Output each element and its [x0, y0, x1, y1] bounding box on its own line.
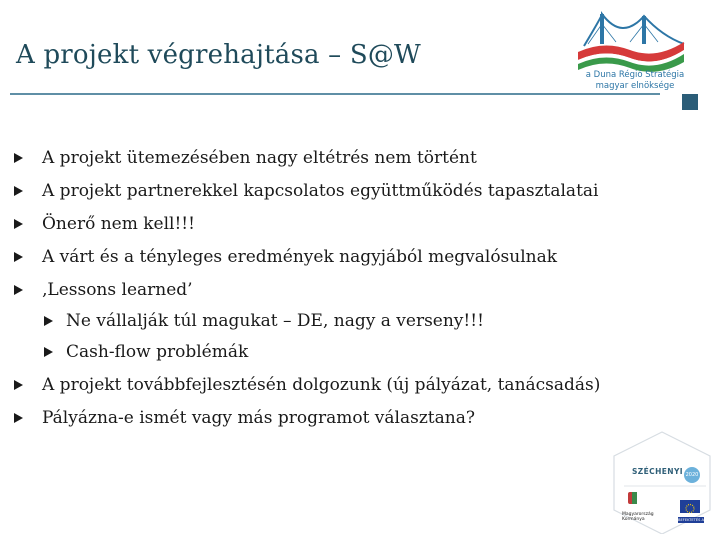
- bullet-text: A várt és a tényleges eredmények nagyjából megvalósulnak: [42, 247, 558, 267]
- szechenyi-brand: SZÉCHENYI: [632, 467, 683, 476]
- bullet-item: [0, 408, 690, 428]
- arrowhead-bullet-icon: [14, 153, 23, 163]
- logo-caption-line1: a Duna Régió Stratégia: [585, 70, 685, 80]
- title-divider: [10, 93, 660, 95]
- arrowhead-bullet-icon: [14, 186, 23, 196]
- arrowhead-bullet-icon: [14, 252, 23, 262]
- arrowhead-bullet-icon: [44, 347, 53, 357]
- bullet-text: A projekt továbbfejlesztésén dolgozunk (új pályázat, tanácsadás): [42, 375, 601, 395]
- arrowhead-bullet-icon: [14, 413, 23, 423]
- sub-bullet-text: Cash-flow problémák: [66, 342, 249, 362]
- ministry-label: Magyarország Kormánya: [622, 512, 654, 522]
- sub-bullet-text: Ne vállalják túl magukat – DE, nagy a verseny!!!: [66, 311, 484, 331]
- bullet-text: Pályázna-e ismét vagy más programot választana?: [42, 408, 475, 428]
- eu-slogan: BEFEKTETÉS A JÖVŐBE: [678, 518, 704, 528]
- bullet-item: [0, 375, 690, 395]
- arrowhead-bullet-icon: [14, 380, 23, 390]
- bullet-item: [0, 247, 690, 267]
- bullet-text: A projekt ütemezésében nagy eltétrés nem történt: [42, 148, 477, 168]
- accent-square: [682, 94, 698, 110]
- arrowhead-bullet-icon: [14, 219, 23, 229]
- bullet-text: ‚Lessons learned’: [42, 280, 193, 300]
- eu-flag-icon: [680, 500, 700, 513]
- arrowhead-bullet-icon: [44, 316, 53, 326]
- bullet-item: [0, 181, 690, 201]
- arrowhead-bullet-icon: [14, 285, 23, 295]
- bullet-text: Önerő nem kell!!!: [42, 214, 195, 234]
- slide-title: A projekt végrehajtása – S@W: [16, 40, 421, 70]
- logo-caption-line2: magyar elnöksége: [595, 81, 675, 91]
- logo-caption: [576, 70, 694, 92]
- bullet-item: [0, 280, 690, 300]
- bullet-list: [0, 148, 690, 428]
- sub-bullet-item: [0, 342, 690, 362]
- sub-bullet-item: [0, 311, 690, 331]
- bullet-item: [0, 148, 690, 168]
- szechenyi-year: 2020: [684, 467, 700, 483]
- bullet-item: [0, 214, 690, 234]
- bullet-text: A projekt partnerekkel kapcsolatos együttműködés tapasztalatai: [42, 181, 599, 201]
